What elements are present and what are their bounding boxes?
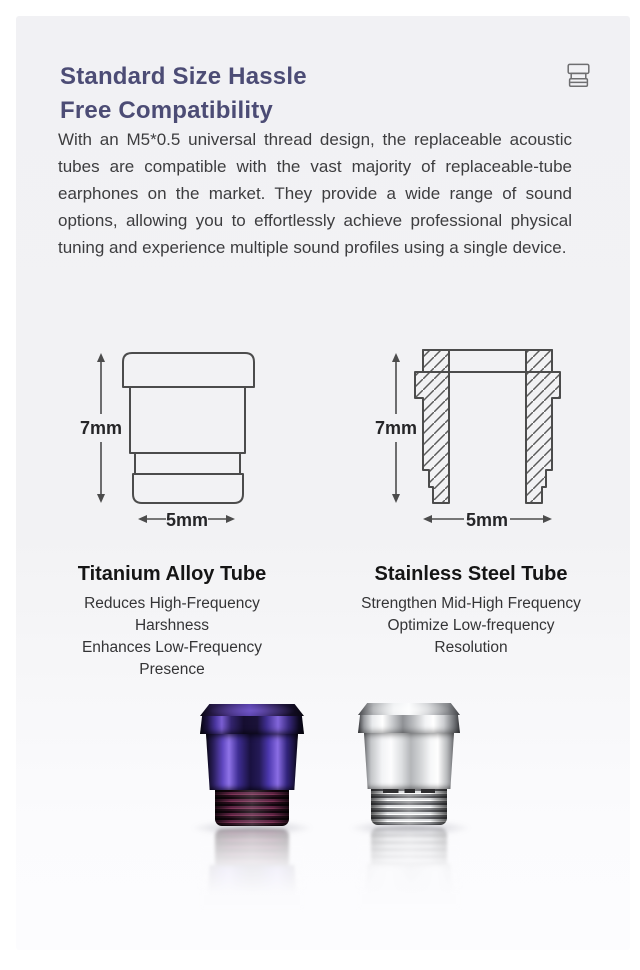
eartip-tube-icon (567, 63, 590, 93)
benefit-line: Reduces High-Frequency Harshness (84, 595, 260, 634)
reflection (200, 829, 304, 909)
titanium-spec-block (52, 563, 292, 681)
intro-paragraph: With an M5*0.5 universal thread design, the replaceable acoustic tubes are compatible with the vast majority of replaceable-tube earphones on the market. They provide a wide range of sound options, allowing you to effortlessly achieve professional physical tuning and experience multiple sound profiles using a single device. (58, 130, 572, 257)
title-line-1: Standard Size Hassle (60, 63, 307, 90)
width-dimension-label: 5mm (465, 510, 509, 530)
height-dimension-label: 7mm (374, 418, 418, 438)
page-title (60, 60, 480, 128)
width-dimension-label: 5mm (165, 510, 209, 530)
tube-body (206, 734, 298, 790)
product-name: Stainless Steel Tube (374, 563, 568, 585)
tube-rim (200, 704, 304, 716)
tube-bore (358, 703, 460, 715)
benefit-line: Optimize Low-frequency Resolution (387, 617, 555, 656)
title-line-2: Free Compatibility (60, 97, 273, 124)
tube-outline-drawing (60, 330, 276, 560)
height-dimension-label: 7mm (79, 418, 123, 438)
vent-slots (371, 789, 447, 793)
tube-cap (200, 716, 304, 734)
tube-threads (215, 790, 289, 826)
stainless-tube-photo (358, 703, 460, 908)
reflection (358, 828, 460, 908)
tube-render (358, 703, 460, 825)
tube-bore (200, 704, 304, 716)
tube-rim (358, 703, 460, 715)
benefit-line: Strengthen Mid-High Frequency (361, 595, 581, 612)
tube-body (364, 733, 454, 789)
reflection-fade (358, 828, 460, 908)
content-panel (16, 16, 630, 950)
tube-threads (371, 789, 447, 825)
product-name: Titanium Alloy Tube (77, 563, 267, 585)
tube-cap (358, 715, 460, 733)
tube-cross-section-drawing (350, 330, 576, 560)
stainless-spec-block (351, 563, 591, 659)
benefit-line: Enhances Low-Frequency Presence (81, 639, 263, 678)
titanium-tube-photo (200, 704, 304, 909)
reflection-fade (200, 829, 304, 909)
tube-render (200, 704, 304, 826)
